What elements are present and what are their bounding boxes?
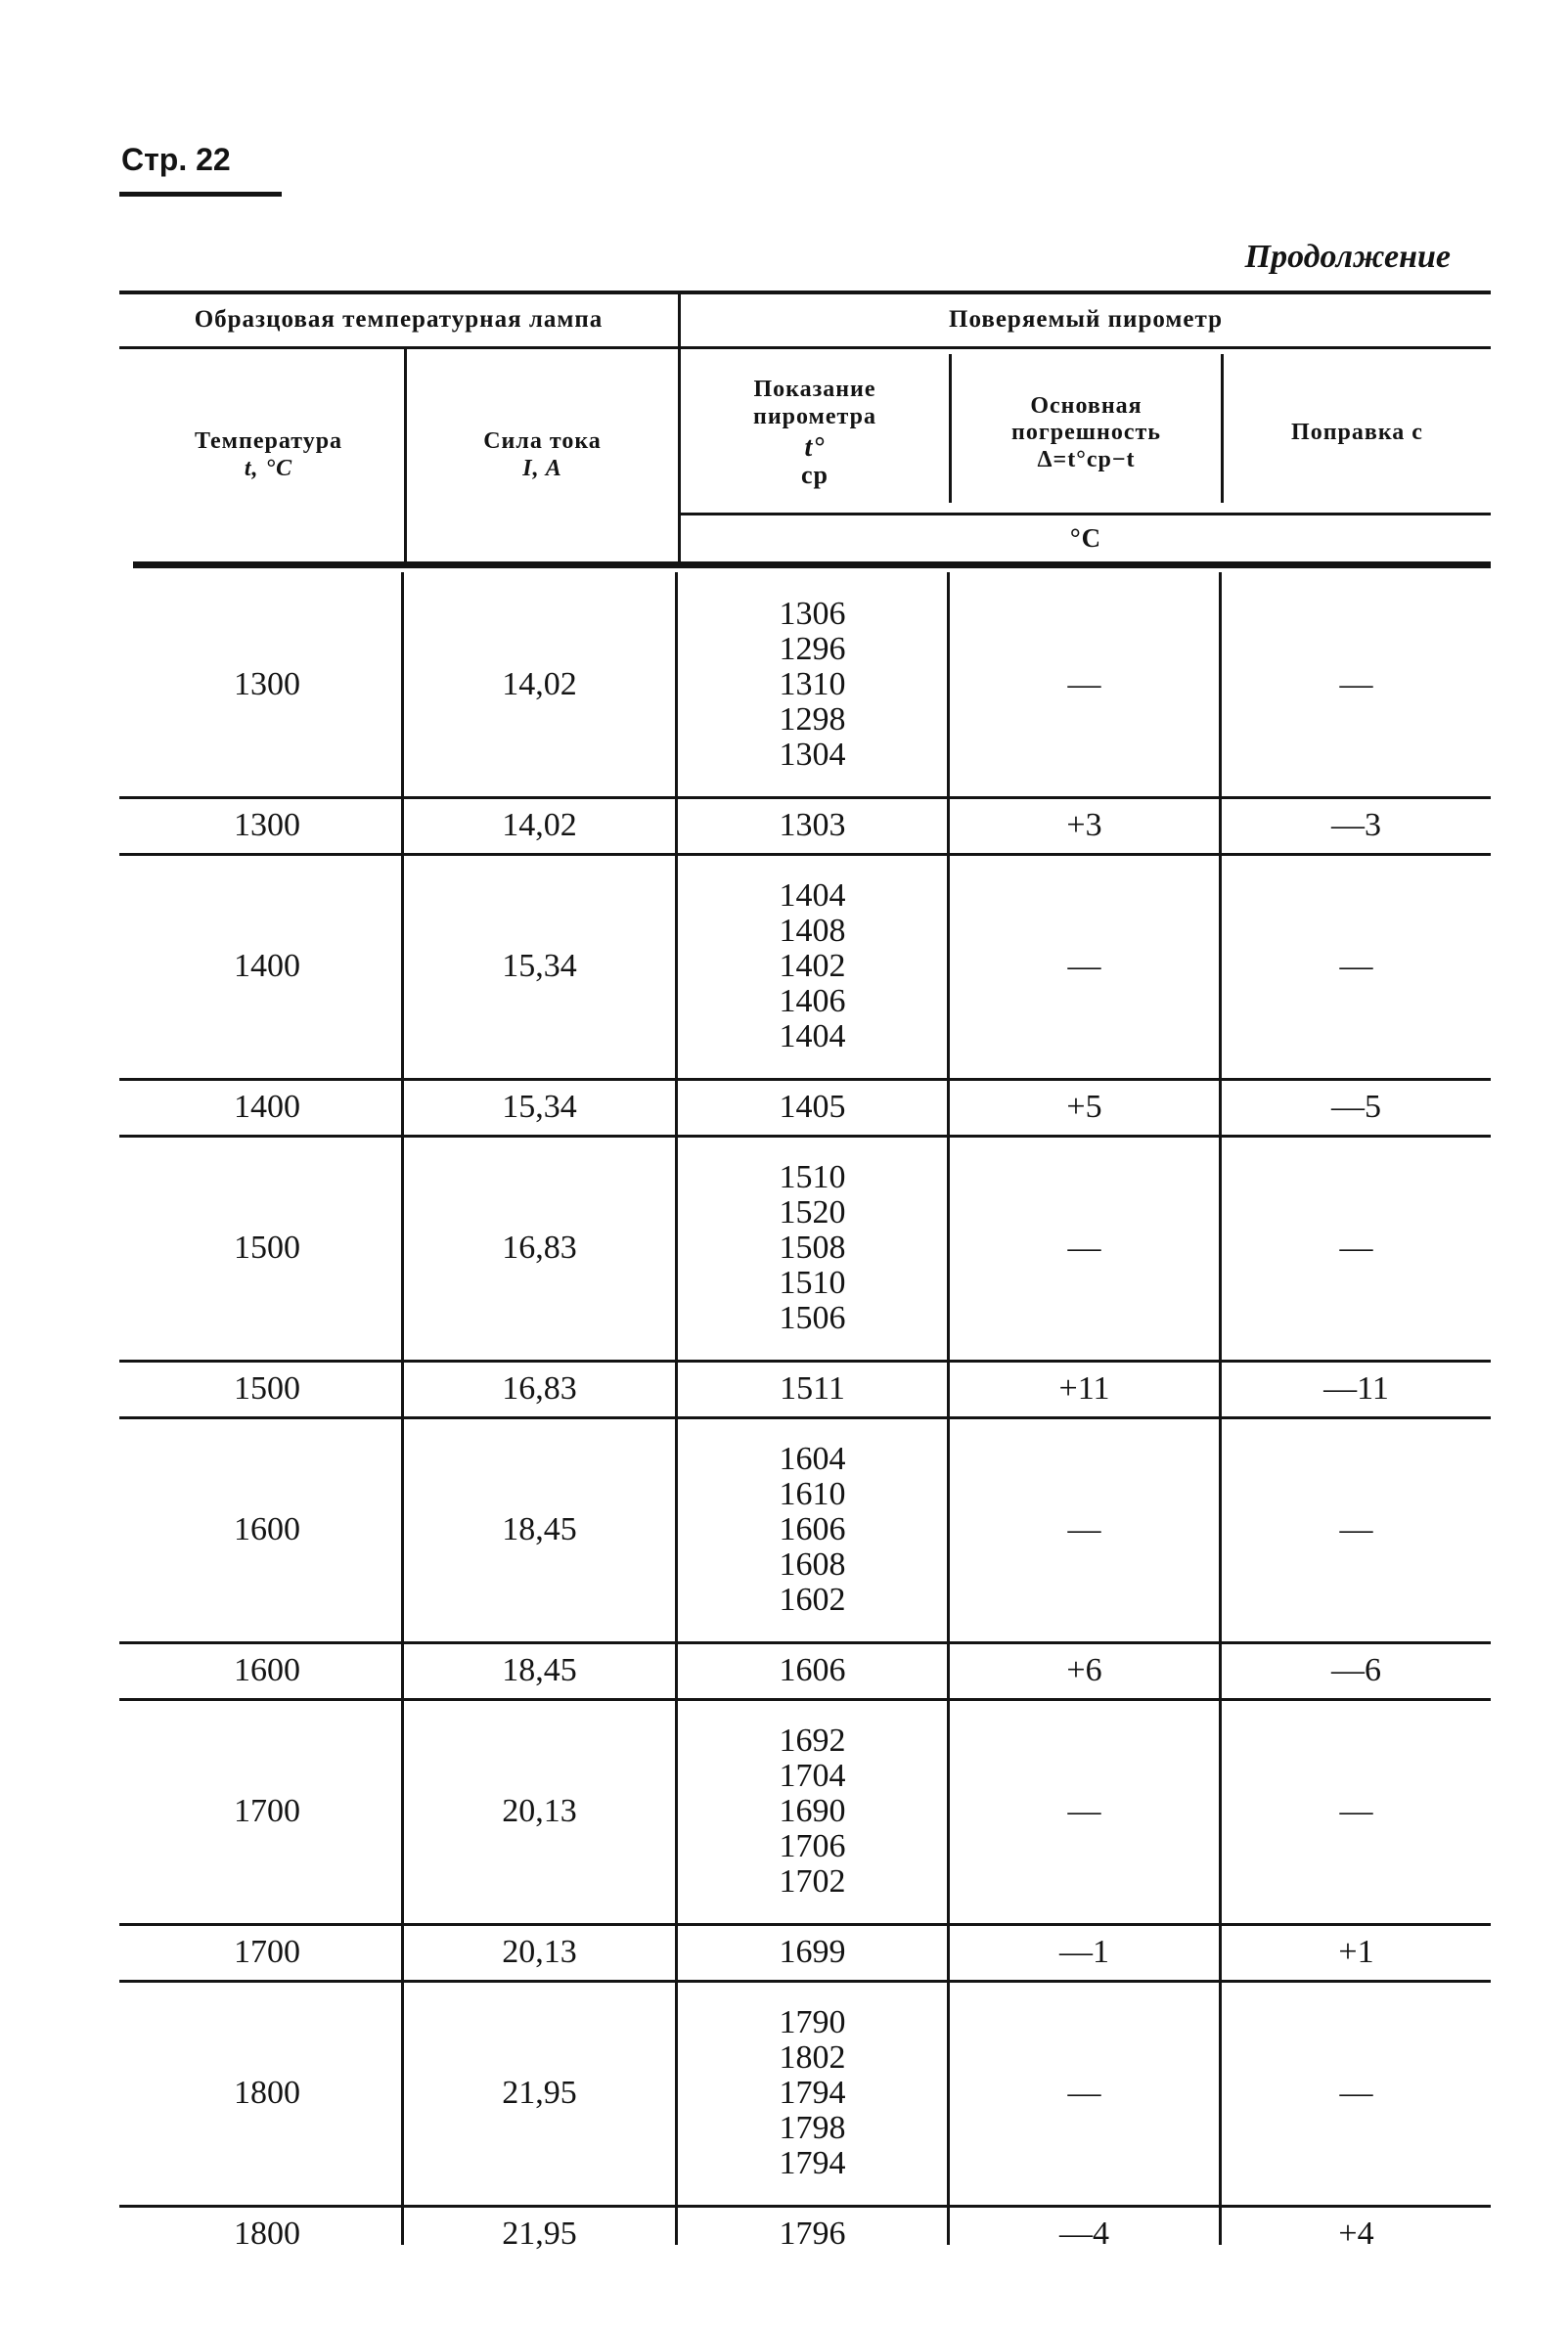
cell-current: 15,34 [502, 1089, 577, 1125]
reading-value: 1402 [779, 948, 846, 984]
reading-list [678, 1136, 947, 1361]
reading-value: 1506 [779, 1300, 846, 1336]
reading-value: 1304 [779, 737, 846, 773]
cell-temp: 1400 [234, 1089, 300, 1125]
reading-value: 1790 [779, 2004, 846, 2040]
cell-temp: 1700 [234, 1934, 300, 1970]
reading-value: 1702 [779, 1863, 846, 1900]
group-header-pyrometer: Поверяемый пирометр [949, 306, 1223, 334]
reading-value: 1298 [779, 701, 846, 738]
cell-current: 14,02 [502, 666, 577, 702]
cell-current: 18,45 [502, 1511, 577, 1547]
continuation-label: Продолжение [1244, 239, 1451, 275]
reading-value: 1704 [779, 1758, 846, 1794]
cell-error: —1 [1059, 1934, 1109, 1970]
reading-value: 1798 [779, 2110, 846, 2146]
cell-error: — [1067, 666, 1101, 702]
cell-temp: 1600 [234, 1652, 300, 1688]
reading-value: 1510 [779, 1159, 846, 1195]
reading-list [678, 572, 947, 797]
reading-list [678, 1417, 947, 1642]
reading-value: 1706 [779, 1828, 846, 1864]
cell-temp: 1600 [234, 1511, 300, 1547]
reading-list [678, 1924, 947, 1981]
cell-correction: —3 [1331, 807, 1381, 843]
reading-value: 1306 [779, 596, 846, 632]
reading-value: 1692 [779, 1723, 846, 1759]
reading-list [678, 1642, 947, 1699]
reading-value: 1408 [779, 913, 846, 949]
cell-correction: —6 [1331, 1652, 1381, 1688]
reading-list [678, 797, 947, 854]
cell-error: +5 [1066, 1089, 1102, 1125]
cell-temp: 1800 [234, 2075, 300, 2111]
cell-correction: +1 [1338, 1934, 1374, 1970]
reading-value: 1608 [779, 1546, 846, 1583]
cell-current: 20,13 [502, 1934, 577, 1970]
header-bottom-rule [133, 561, 1491, 568]
cell-error: — [1067, 1230, 1101, 1266]
col-header-error: Основная погрешность Δ=t°ср−t [1011, 392, 1161, 472]
reading-value: 1404 [779, 1018, 846, 1054]
col-header-reading: Показание пирометра t° ср [753, 377, 876, 489]
reading-value: 1606 [779, 1652, 846, 1688]
col-header-temperature: Температура t, °C [194, 427, 343, 481]
cell-current: 20,13 [502, 1793, 577, 1829]
cell-correction: —11 [1323, 1370, 1389, 1407]
page-number: Стр. 22 [121, 142, 231, 177]
reading-value: 1604 [779, 1441, 846, 1477]
cell-correction: —5 [1331, 1089, 1381, 1125]
cell-error: — [1067, 2075, 1101, 2111]
reading-value: 1796 [779, 2216, 846, 2252]
unit-label: °C [1069, 522, 1102, 553]
cell-temp: 1300 [234, 807, 300, 843]
reading-value: 1794 [779, 2145, 846, 2181]
reading-value: 1690 [779, 1793, 846, 1829]
cell-error: —4 [1059, 2216, 1109, 2252]
reading-value: 1406 [779, 983, 846, 1019]
cell-correction: +4 [1338, 2216, 1374, 2252]
group-header-reference-lamp: Образцовая температурная лампа [194, 306, 604, 334]
cell-current: 21,95 [502, 2216, 577, 2252]
cell-correction: — [1339, 666, 1373, 702]
cell-error: +6 [1066, 1652, 1102, 1688]
cell-temp: 1400 [234, 948, 300, 984]
reading-list [678, 1981, 947, 2206]
cell-temp: 1800 [234, 2216, 300, 2252]
cell-correction: — [1339, 1511, 1373, 1547]
cell-error: — [1067, 1793, 1101, 1829]
reading-value: 1510 [779, 1265, 846, 1301]
reading-value: 1404 [779, 877, 846, 914]
cell-temp: 1500 [234, 1230, 300, 1266]
cell-error: +3 [1066, 807, 1102, 843]
reading-list [678, 1079, 947, 1136]
cell-current: 21,95 [502, 2075, 577, 2111]
reading-value: 1511 [780, 1370, 845, 1407]
reading-list [678, 1361, 947, 1417]
cell-temp: 1300 [234, 666, 300, 702]
reading-value: 1520 [779, 1194, 846, 1231]
cell-error: — [1067, 1511, 1101, 1547]
cell-correction: — [1339, 948, 1373, 984]
reading-value: 1610 [779, 1476, 846, 1512]
reading-list [678, 2206, 947, 2262]
reading-value: 1508 [779, 1230, 846, 1266]
cell-current: 15,34 [502, 948, 577, 984]
col-header-current: Сила тока I, A [483, 427, 602, 481]
reading-value: 1405 [779, 1089, 846, 1125]
reading-value: 1802 [779, 2039, 846, 2076]
reading-value: 1794 [779, 2075, 846, 2111]
cell-current: 18,45 [502, 1652, 577, 1688]
reading-value: 1606 [779, 1511, 846, 1547]
reading-value: 1310 [779, 666, 846, 702]
page-number-underline [119, 192, 282, 197]
reading-value: 1303 [779, 807, 846, 843]
cell-current: 14,02 [502, 807, 577, 843]
col-header-correction: Поправка c [1291, 420, 1423, 446]
cell-error: +11 [1058, 1370, 1110, 1407]
reading-value: 1699 [779, 1934, 846, 1970]
cell-current: 16,83 [502, 1230, 577, 1266]
reading-list [678, 1699, 947, 1924]
reading-value: 1296 [779, 631, 846, 667]
reading-list [678, 854, 947, 1079]
cell-correction: — [1339, 1793, 1373, 1829]
cell-temp: 1500 [234, 1370, 300, 1407]
cell-error: — [1067, 948, 1101, 984]
cell-correction: — [1339, 2075, 1373, 2111]
reading-value: 1602 [779, 1582, 846, 1618]
cell-current: 16,83 [502, 1370, 577, 1407]
cell-correction: — [1339, 1230, 1373, 1266]
cell-temp: 1700 [234, 1793, 300, 1829]
